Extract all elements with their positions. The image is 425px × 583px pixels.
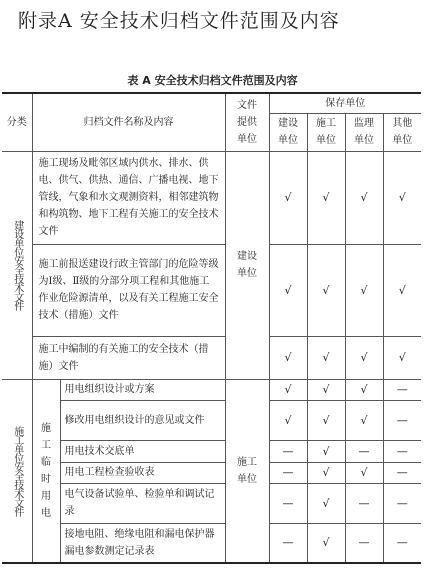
table-row: 电气设备试验单、检验单和调试记录 xyxy=(60,483,225,523)
mark-cell: √ xyxy=(345,151,383,244)
table-row: 施工现场及毗邻区域内供水、排水、供电、供气、供热、通信、广播电视、地下管线，气象和水文观测资料，相邻建筑物和构筑物、地下工程有关施工的安全技术文件 xyxy=(32,151,225,244)
mark-cell: — xyxy=(383,483,421,523)
mark-cell: √ xyxy=(307,523,345,563)
header-category: 分类 xyxy=(2,93,32,151)
mark-cell: — xyxy=(383,523,421,563)
mark-cell: √ xyxy=(307,151,345,244)
mark-cell: — xyxy=(269,483,307,523)
mark-cell: √ xyxy=(269,336,307,379)
provider-cell: 施工单位 xyxy=(225,379,269,563)
mark-cell: √ xyxy=(383,244,421,336)
header-storage: 保存单位 xyxy=(269,93,421,113)
group-category xyxy=(2,151,32,379)
header-unit-other: 其他单位 xyxy=(383,113,421,151)
table-caption: 表 A 安全技术归档文件范围及内容 xyxy=(127,74,298,87)
mark-cell: √ xyxy=(383,336,421,379)
table-row: 用电组织设计或方案 xyxy=(60,379,225,400)
mark-cell: √ xyxy=(307,440,345,462)
table-row: 修改用电组织设计的意见或文件 xyxy=(60,400,225,440)
appendix-heading: 附录A 安全技术归档文件范围及内容 xyxy=(18,10,340,32)
mark-cell: — xyxy=(269,523,307,563)
mark-cell: √ xyxy=(345,462,383,483)
mark-cell: √ xyxy=(307,400,345,440)
mark-cell: √ xyxy=(307,462,345,483)
category-label: 施工单位安全技术文件 xyxy=(11,425,23,516)
table-row: 接地电阻、绝缘电阻和漏电保护器漏电参数测定记录表 xyxy=(60,523,225,563)
mark-cell: √ xyxy=(269,400,307,440)
mark-cell: √ xyxy=(345,244,383,336)
header-provider: 文件提供单位 xyxy=(225,93,269,151)
header-unit-contractor: 施工单位 xyxy=(307,113,345,151)
mark-cell: √ xyxy=(269,244,307,336)
mark-cell: √ xyxy=(307,379,345,400)
table-row: 施工中编制的有关施工的安全技术（措施）文件 xyxy=(32,336,225,379)
group-category xyxy=(2,379,32,563)
mark-cell: √ xyxy=(345,336,383,379)
archive-table xyxy=(2,92,421,564)
mark-cell: — xyxy=(383,462,421,483)
header-unit-supervisor: 监理单位 xyxy=(345,113,383,151)
subcategory-cell: 施工临时用电 xyxy=(32,379,60,563)
mark-cell: √ xyxy=(345,379,383,400)
mark-cell: √ xyxy=(307,483,345,523)
table-row: 用电工程检查验收表 xyxy=(60,462,225,483)
mark-cell: √ xyxy=(269,379,307,400)
category-label: 建设单位安全技术文件 xyxy=(11,220,23,310)
mark-cell: √ xyxy=(383,151,421,244)
header-name: 归档文件名称及内容 xyxy=(32,93,225,151)
mark-cell: — xyxy=(345,483,383,523)
mark-cell: — xyxy=(269,462,307,483)
mark-cell: √ xyxy=(307,336,345,379)
provider-cell: 建设单位 xyxy=(225,151,269,379)
table-row: 施工前报送建设行政主管部门的危险等级为Ⅰ级、Ⅱ级的分部分项工程和其他施工作业危险源清单，以及有关工程施工安全技术（措施）文件 xyxy=(32,244,225,336)
mark-cell: √ xyxy=(345,400,383,440)
mark-cell: — xyxy=(345,440,383,462)
mark-cell: — xyxy=(383,400,421,440)
mark-cell: — xyxy=(383,440,421,462)
mark-cell: √ xyxy=(269,151,307,244)
mark-cell: √ xyxy=(307,244,345,336)
mark-cell: — xyxy=(383,379,421,400)
mark-cell: — xyxy=(345,523,383,563)
table-row: 用电技术交底单 xyxy=(60,440,225,462)
mark-cell: — xyxy=(269,440,307,462)
header-unit-construction: 建设单位 xyxy=(269,113,307,151)
